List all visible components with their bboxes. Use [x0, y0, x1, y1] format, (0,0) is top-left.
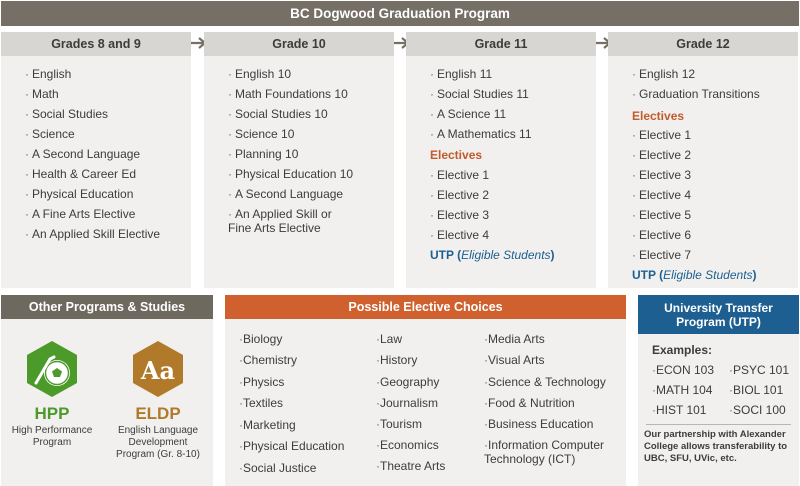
list-item: · Physical Education — [239, 439, 344, 453]
list-item: · Law — [376, 332, 402, 346]
list-item: · History — [376, 353, 417, 367]
panel-heading: Possible Elective Choices — [225, 295, 626, 319]
list-item: · A Science 11 — [430, 107, 506, 121]
column-heading: Grade 12 — [608, 32, 798, 56]
column-heading: Grades 8 and 9 — [1, 32, 191, 56]
list-item: · Elective 3 — [430, 208, 489, 222]
electives-label: Electives — [632, 109, 685, 123]
examples-label: Examples: — [652, 343, 713, 357]
list-item: · Physical Education — [25, 187, 133, 201]
column-heading: Grade 10 — [204, 32, 394, 56]
list-item: · Physics — [239, 375, 284, 389]
list-item: · Elective 1 — [430, 168, 489, 182]
list-item: · English 11 — [430, 67, 492, 81]
list-item: · Graduation Transitions — [632, 87, 760, 101]
list-item: · Elective 1 — [632, 128, 691, 142]
utp-label: UTP (Eligible Students) — [430, 248, 555, 262]
list-item: · An Applied Skill Elective — [25, 227, 160, 241]
course-item: · BIOL 101 — [729, 383, 783, 397]
list-item: · Food & Nutrition — [484, 396, 575, 410]
grades-8-9-column — [1, 32, 191, 288]
list-item: · Elective 4 — [430, 228, 489, 242]
list-item: · Social Studies 10 — [228, 107, 328, 121]
grade-11-column — [406, 32, 596, 288]
list-item: · Physical Education 10 — [228, 167, 353, 181]
list-item: · An Applied Skill or Fine Arts Elective — [228, 207, 332, 235]
utp-note: Eligible Students — [461, 248, 551, 262]
list-item: · Elective 2 — [632, 148, 691, 162]
list-item: · Elective 2 — [430, 188, 489, 202]
list-item: · Elective 5 — [632, 208, 691, 222]
utp-panel — [638, 295, 799, 486]
utp-abbr: UTP — [430, 248, 454, 262]
utp-divider — [646, 424, 791, 425]
grade-10-column — [204, 32, 394, 288]
utp-note: Eligible Students — [663, 268, 753, 282]
list-item: · Science — [25, 127, 75, 141]
course-item: · PSYC 101 — [729, 363, 789, 377]
grade-12-column — [608, 32, 798, 288]
panel-heading: Other Programs & Studies — [1, 295, 213, 319]
list-item: · Math — [25, 87, 59, 101]
list-item: · Media Arts — [484, 332, 545, 346]
list-item: · Business Education — [484, 417, 593, 431]
list-item: · Math Foundations 10 — [228, 87, 348, 101]
list-item: · Geography — [376, 375, 439, 389]
list-item: · Social Justice — [239, 461, 316, 475]
list-item: · Theatre Arts — [376, 459, 445, 473]
soccer-ball-icon — [24, 339, 80, 399]
letters-aa-icon — [130, 339, 186, 399]
list-item: · Planning 10 — [228, 147, 298, 161]
list-item: · A Fine Arts Elective — [25, 207, 135, 221]
list-item: · Tourism — [376, 417, 422, 431]
list-item: · Health & Career Ed — [25, 167, 136, 181]
eldp-abbr: ELDP — [135, 404, 181, 423]
list-item: · A Second Language — [25, 147, 140, 161]
other-programs-panel — [1, 295, 213, 486]
eldp-name: English Language Development Program (Gr. 8-10) — [116, 425, 200, 460]
list-item: · Social Studies — [25, 107, 108, 121]
list-item: · Elective 3 — [632, 168, 691, 182]
utp-label: UTP (Eligible Students) — [632, 268, 757, 282]
utp-note: Our partnership with Alexander College allows transferability to UBC, SFU, UVic, etc. — [644, 429, 788, 464]
hpp-abbr: HPP — [34, 404, 70, 423]
list-item: · Marketing — [239, 418, 296, 432]
eldp-program — [104, 339, 212, 461]
hpp-program — [1, 339, 103, 449]
list-item: · A Second Language — [228, 187, 343, 201]
list-item: · English 10 — [228, 67, 291, 81]
elective-choices-panel — [225, 295, 626, 486]
list-item: · Science 10 — [228, 127, 294, 141]
list-item: · English 12 — [632, 67, 695, 81]
list-item: · Journalism — [376, 396, 438, 410]
list-item: · Chemistry — [239, 353, 297, 367]
list-item: · Elective 4 — [632, 188, 691, 202]
letters-aa-text: Aa — [140, 356, 176, 385]
list-item: · Textiles — [239, 396, 283, 410]
hpp-name: High Performance Program — [11, 425, 93, 448]
list-item: · Information Computer Technology (ICT) — [484, 438, 604, 466]
course-item: · HIST 101 — [652, 403, 706, 417]
list-item: · Biology — [239, 332, 282, 346]
course-item: · SOCI 100 — [729, 403, 786, 417]
list-item: · Elective 7 — [632, 248, 691, 262]
list-item: · Science & Technology — [484, 375, 606, 389]
electives-label: Electives — [430, 148, 483, 162]
panel-heading: University Transfer Program (UTP) — [638, 295, 799, 334]
utp-abbr: UTP — [632, 268, 656, 282]
list-item: · Social Studies 11 — [430, 87, 529, 101]
list-item: · Visual Arts — [484, 353, 544, 367]
course-item: · MATH 104 — [652, 383, 712, 397]
list-item: · Elective 6 — [632, 228, 691, 242]
list-item: · A Mathematics 11 — [430, 127, 532, 141]
column-heading: Grade 11 — [406, 32, 596, 56]
page-title: BC Dogwood Graduation Program — [1, 1, 799, 26]
list-item: · Economics — [376, 438, 439, 452]
course-item: · ECON 103 — [652, 363, 714, 377]
list-item: · English — [25, 67, 71, 81]
